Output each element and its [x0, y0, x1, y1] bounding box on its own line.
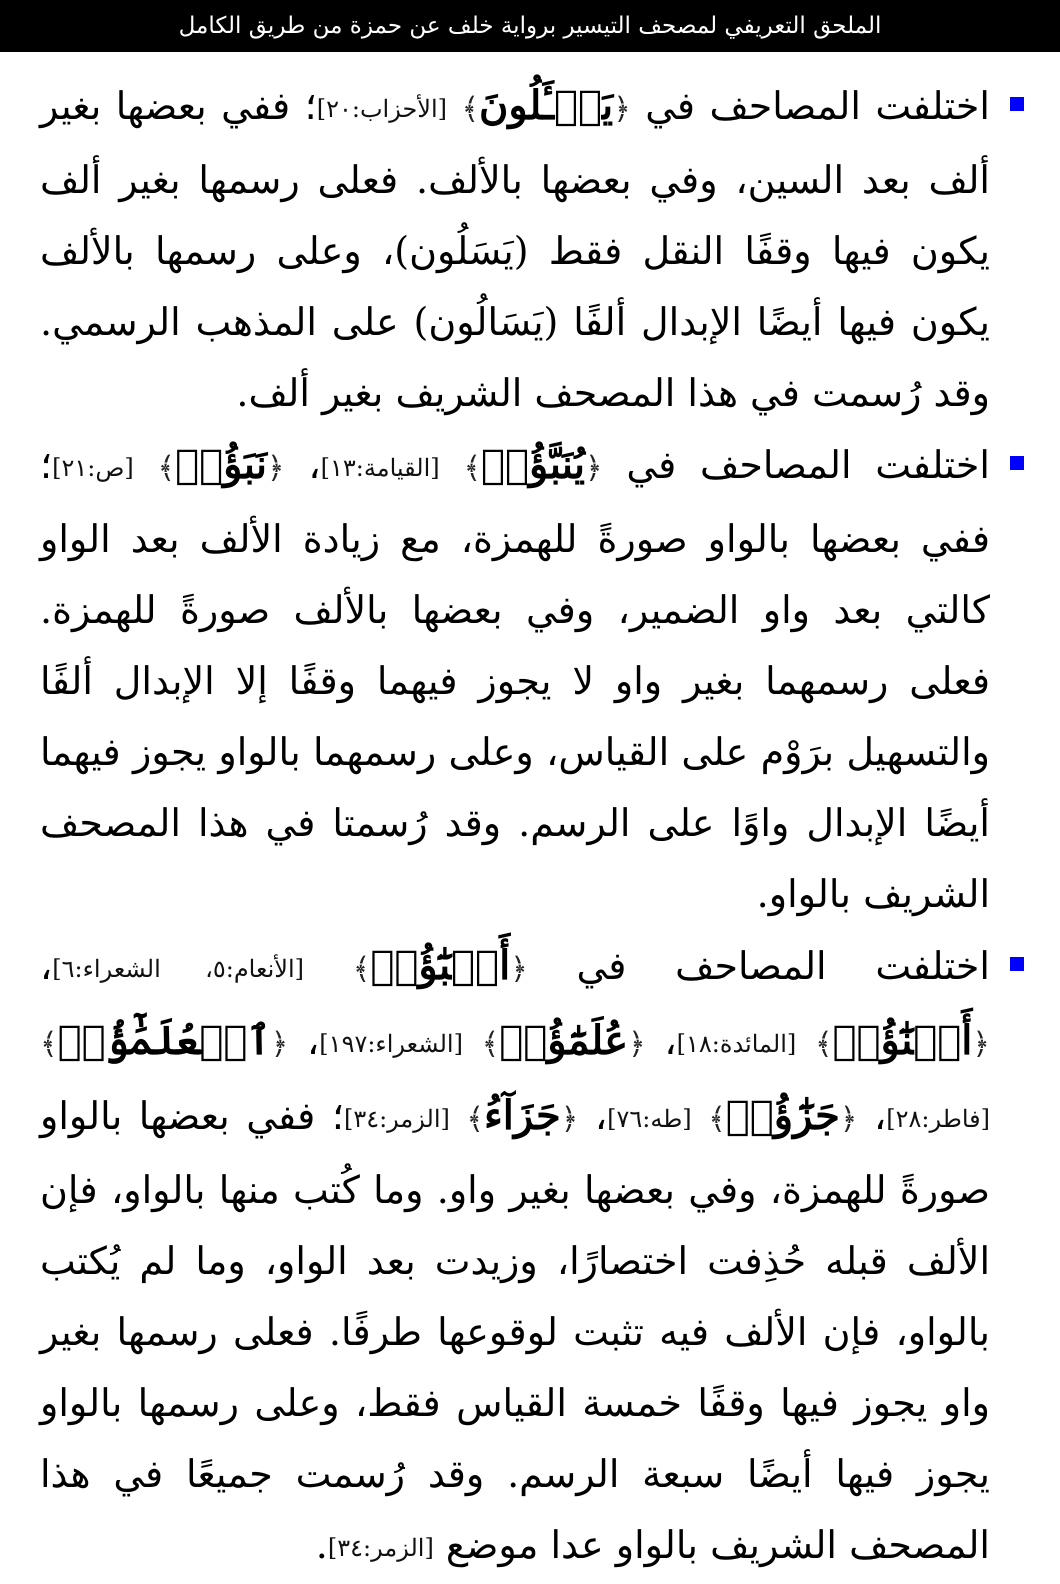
bullet-icon: [1010, 957, 1024, 971]
quran-bracket-open-icon: ﴿: [613, 92, 631, 127]
quran-bracket-close-icon: ﴾: [708, 1102, 726, 1137]
quran-bracket-open-icon: ﴿: [510, 952, 528, 987]
quran-bracket-open-icon: ﴿: [972, 1027, 990, 1062]
paragraph-text: ؛ ففي بعضها بغير ألف بعد السين، وفي بعضها بالألف. فعلى رسمها بغير ألف يكون فيها وقفًا النقل فقط (يَسَلُون)، وعلى رسمها بالألف يكون فيها أيضًا الإبدال ألفًا (يَسَالُون) على المذهب الرسمي. وقد رُسمت في هذا المصحف الشريف بغير ألف.: [40, 84, 990, 415]
separator: ،: [40, 944, 53, 988]
quran-bracket-close-icon: ﴾: [814, 1027, 833, 1062]
separator: ،: [307, 1019, 320, 1063]
paragraph-text: ؛ ففي بعضها بالواو صورةً للهمزة، مع زيادة الألف بعد الواو كالتي بعد واو الضمير، وفي بعضها بالألف صورةً للهمزة. فعلى رسمهما بغير واو لا يجوز فيهما وقفًا إلا الإبدال ألفًا والتسهيل برَوْم على القياس، وعلى رسمهما بالواو يجوز فيهما أيضًا الإبدال واوًا على الرسم. وقد رُسمتا في هذا المصحف الشريف بالواو.: [40, 443, 990, 916]
quran-word: أَبۡنَٰٓؤُا۟: [832, 1017, 973, 1064]
paragraph-text: ؛ ففي بعضها بالواو صورةً للهمزة، وفي بعضها بغير واو. وما كُتب منها بالواو، فإن الألف قبله حُذِفت اختصارًا، وزيدت بعد الواو، وما لم يُكتب بالواو، فإن الألف فيه تثبت لوقوعها طرفًا. فعلى رسمها بغير واو يجوز فيها وقفًا خمسة القياس فقط، وعلى رسمها بالواو يجوز فيها أيضًا سبعة الرسم. وقد رُسمت جميعًا في هذا المصحف الشريف بالواو عدا موضع: [40, 1094, 990, 1567]
paragraph-intro: اختلفت المصاحف في: [626, 443, 990, 487]
verse-reference: [الأنعام:٥، الشعراء:٦]: [52, 955, 304, 983]
quran-word: نَبَؤُا۟: [175, 441, 267, 488]
verse-reference: [ص:٢١]: [52, 454, 134, 482]
bullet-icon: [1010, 97, 1024, 111]
quran-word: جَزَٰٓؤُا۟: [725, 1092, 840, 1139]
quran-bracket-open-icon: ﴿: [270, 1027, 289, 1062]
quran-word: يَسۡـَٔلُونَ: [479, 82, 614, 129]
page-header: [0, 0, 1060, 52]
bullet-icon: [1010, 456, 1024, 470]
quran-bracket-close-icon: ﴾: [157, 451, 176, 486]
verse-reference: [الأحزاب:٢٠]: [316, 95, 448, 123]
quran-word: جَزَآءُ: [483, 1092, 561, 1139]
quran-bracket-close-icon: ﴾: [40, 1027, 58, 1062]
verse-reference: [المائدة:١٨]: [676, 1030, 797, 1058]
paragraph-1: [40, 70, 990, 429]
paragraph-2: [40, 429, 990, 930]
quran-bracket-close-icon: ﴾: [466, 1102, 484, 1137]
quran-word: يُنَبَّؤُا۟: [481, 441, 585, 488]
quran-bracket-close-icon: ﴾: [352, 952, 371, 987]
quran-bracket-close-icon: ﴾: [481, 1027, 500, 1062]
paragraph-3: [40, 930, 990, 1584]
verse-reference: [الزمر:٣٤]: [343, 1105, 450, 1133]
verse-reference: [الشعراء:١٩٧]: [319, 1030, 463, 1058]
quran-bracket-open-icon: ﴿: [628, 1027, 646, 1062]
paragraph-intro: اختلفت المصاحف في: [645, 84, 990, 128]
document-body: [40, 70, 990, 1584]
quran-word: ٱلۡعُلَمَٰٓؤُا۟: [57, 1017, 271, 1064]
quran-word: عُلَمَٰٓؤُا۟: [499, 1017, 629, 1064]
separator: ،: [874, 1094, 887, 1138]
verse-reference: [فاطر:٢٨]: [886, 1105, 990, 1133]
paragraph-intro: اختلفت المصاحف في: [576, 944, 990, 988]
separator: ،: [308, 443, 321, 487]
quran-bracket-close-icon: ﴾: [463, 451, 482, 486]
separator: ،: [594, 1094, 608, 1138]
verse-reference: [الزمر:٣٤]: [327, 1534, 434, 1562]
quran-bracket-open-icon: ﴿: [839, 1102, 858, 1137]
quran-bracket-open-icon: ﴿: [266, 451, 285, 486]
verse-reference: [طه:٧٦]: [607, 1105, 692, 1133]
separator: ،: [664, 1019, 677, 1063]
quran-word: أَنۢبَٰٓؤُا۟: [370, 942, 511, 989]
paragraph-end: .: [315, 1523, 328, 1567]
quran-bracket-close-icon: ﴾: [461, 92, 480, 127]
quran-bracket-open-icon: ﴿: [585, 451, 603, 486]
verse-reference: [القيامة:١٣]: [320, 454, 440, 482]
header-title: الملحق التعريفي لمصحف التيسير برواية خلف عن حمزة من طريق الكامل: [178, 13, 882, 39]
quran-bracket-open-icon: ﴿: [560, 1102, 579, 1137]
